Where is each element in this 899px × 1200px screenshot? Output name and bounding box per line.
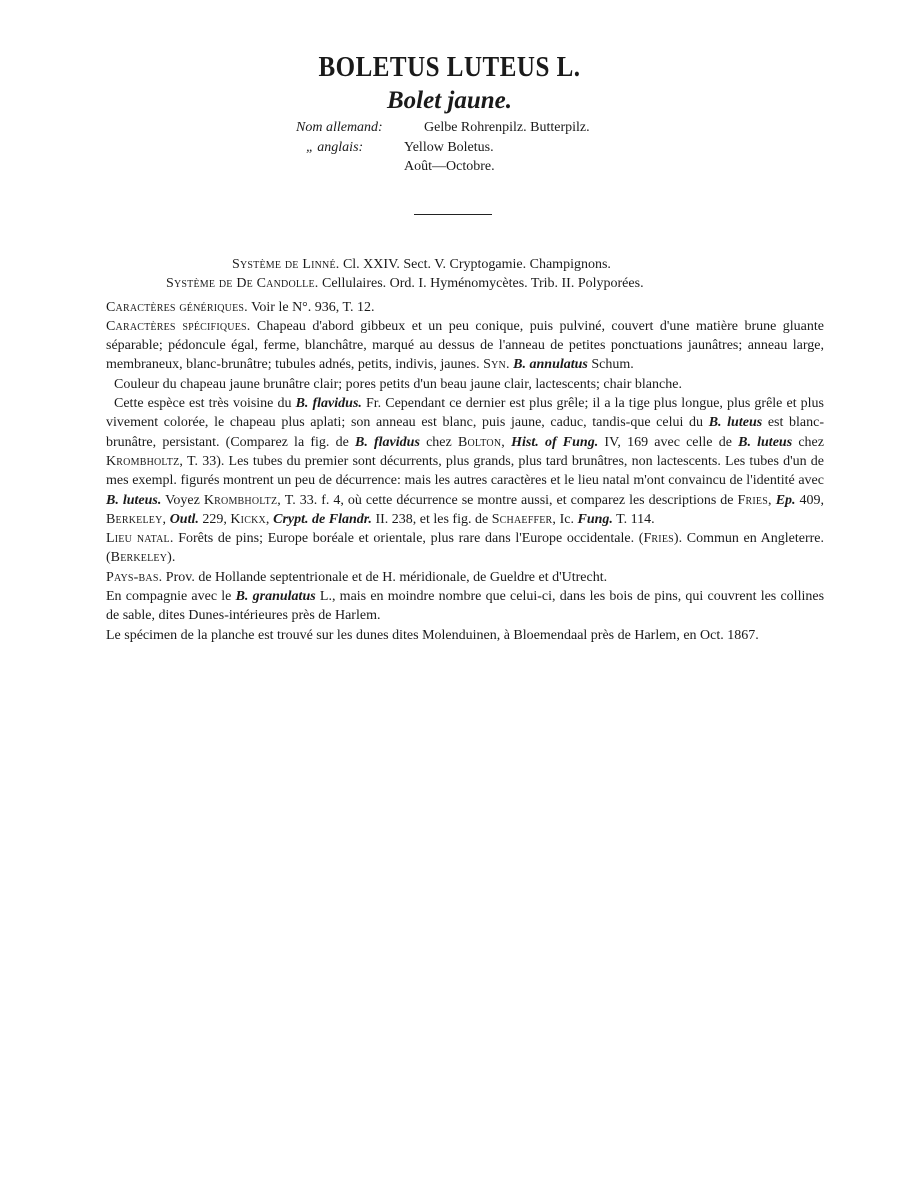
work-title: Fung. [577,511,613,527]
habitat-paragraph [106,529,824,568]
author-name: Berkeley [110,550,168,566]
taxon-name: B. luteus. [106,492,162,508]
author-name: Schaeffer, [491,511,557,527]
author-name: Krombholtz, [106,453,184,469]
generic-label: Caractères génériques. [106,299,248,315]
candolle-text: Cellulaires. Ord. I. Hyménomycètes. Trib. II. Polyporées. [322,276,644,292]
page-title: BOLETUS LUTEUS L. [318,52,581,83]
company-text-2: L., mais en moindre nombre que celui-ci, dans les bois de pins, qui couvrent les collines de sable, dites Dunes-intérieures près de Harlem. [106,589,825,624]
author-name: Fries [643,531,674,547]
comparison-text-10: 409, [799,492,825,508]
taxon-name: B. flavidus. [295,396,362,412]
comparison-text-14: T. 114. [616,511,655,527]
specific-label: Caractères spécifiques. [106,318,251,334]
syn-name: B. annulatus [513,357,588,373]
english-name-label: „ anglais: [306,140,364,155]
author-name: Kickx, [230,511,270,527]
habitat-text: Forêts de pins; Europe boréale et orientale, plus rare dans l'Europe occidentale. ( [178,531,644,547]
syn-author: Schum. [591,357,634,373]
paysbas-paragraph [106,568,824,587]
english-name-value: Yellow Boletus. [404,140,494,155]
comparison-text-5: IV, 169 avec celle de [604,434,732,450]
german-name-label: Nom allemand: [296,120,383,135]
linne-system [106,255,824,274]
comparison-paragraph [106,394,824,529]
comparison-text-1: Cette espèce est très voisine du [114,396,292,412]
specific-characters [106,317,824,375]
page-subtitle: Bolet jaune. [386,87,512,114]
taxon-name: B. granulatus [235,589,316,605]
syn-label: Syn. [483,357,510,373]
candolle-label: Système de De Candolle. [166,276,319,292]
common-names [296,118,590,158]
work-title: Ep. [775,492,796,508]
comparison-text-3: est blanc-brunâtre, persistant. (Comparez la fig. de [106,415,825,450]
habitat-label: Lieu natal. [106,531,174,547]
specimen-paragraph: Le spécimen de la planche est trouvé sur les dunes dites Molenduinen, à Bloemendaal près de Harlem, en Oct. 1867. [106,627,759,643]
author-name: Krombholtz, [203,492,281,508]
work-title: Outl. [169,511,199,527]
colour-paragraph: Couleur du chapeau jaune brunâtre clair; pores petits d'un beau jaune clair, lactescents; chair blanche. [114,376,682,392]
taxon-name: B. luteus [708,415,763,431]
season: Août—Octobre. [404,159,495,174]
taxon-name: B. flavidus [354,434,420,450]
german-name-value: Gelbe Rohrenpilz. Butterpilz. [424,120,590,135]
comparison-text-4: chez [426,434,452,450]
linne-label: Système de Linné. [232,257,340,272]
work-title: Hist. of Fung. [511,434,599,450]
divider-rule [414,214,492,215]
comparison-text-6: chez [798,434,824,450]
generic-text: Voir le N°. 936, T. 12. [251,299,375,315]
generic-characters [106,298,824,317]
author-name: Berkeley, [106,511,167,527]
german-name-row [296,118,590,138]
author-name: Fries, [737,492,772,508]
english-name-row [296,138,590,158]
company-paragraph [106,587,824,626]
work-title: Crypt. de Flandr. [273,511,372,527]
paysbas-text: Prov. de Hollande septentrionale et de H. méridionale, de Gueldre et d'Utrecht. [165,569,608,585]
comparison-text-8: Voyez [165,492,200,508]
author-name: Bolton, [457,434,505,450]
comparison-text-2: Fr. Cependant ce dernier est plus grêle; il a la tige plus longue, plus grêle et plus vivement colorée, le chapeau plus aplati; son anneau est blanc, puis jaune, caduc, tandis-que celui du [106,396,825,431]
taxon-name: B. luteus [738,434,793,450]
candolle-system [106,274,824,293]
linne-text: Cl. XXIV. Sect. V. Cryptogamie. Champignons. [342,257,611,272]
body-text [106,255,824,645]
comparison-text-11: 229, [202,511,227,527]
comparison-text-12: II. 238, et les fig. de [375,511,489,527]
habitat-text-2: ). Commun en Angleterre. ( [106,531,824,566]
specific-text: Chapeau d'abord gibbeux et un peu conique, puis pulviné, couvert d'une matière brune gluante séparable; pédoncule égal, ferme, blanchâtre, marqué au dessus de l'anneau de petites ponctuations jaunâtres; anneau large, membraneux, blanc-brunâtre; tubules adnés, petits, indivis, jaunes. [106,318,825,373]
comparison-text-13: Ic. [559,511,574,527]
company-text-1: En compagnie avec le [106,589,232,605]
habitat-text-3: ). [167,550,176,566]
paysbas-label: Pays-bas. [106,569,163,585]
comparison-text-7: T. 33). Les tubes du premier sont décurrents, plus grands, plus tard brunâtres, non lactescents. Les tubes d'un de mes exempl. figurés montrent un peu de décurrence: mais les autres caractères et le lieu natal m'ont convaincu de l'identité avec [106,453,824,489]
comparison-text-9: T. 33. f. 4, où cette décurrence se montre aussi, et comparez les descriptions de [284,492,734,508]
